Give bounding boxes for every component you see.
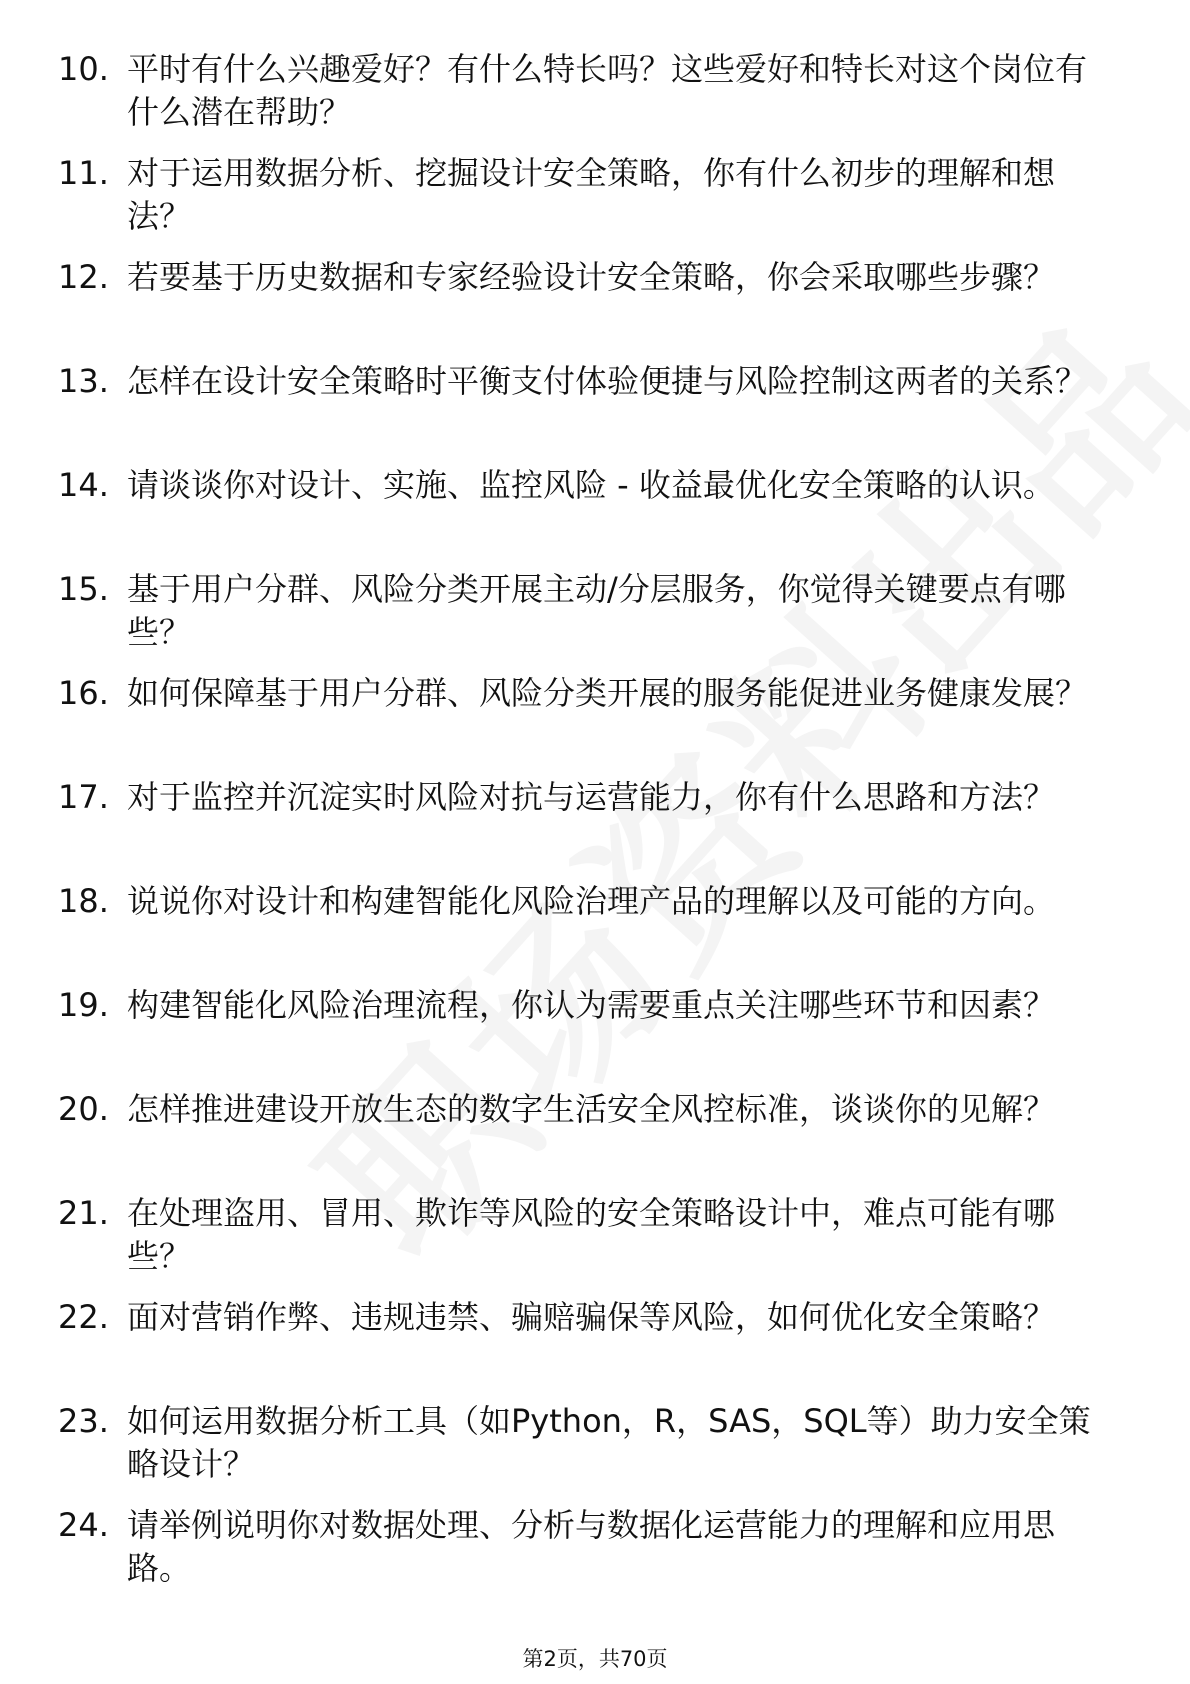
question-number: 11. (58, 154, 109, 192)
question-item (0, 152, 1190, 256)
question-number: 24. (58, 1506, 109, 1544)
question-text: 若要基于历史数据和专家经验设计安全策略，你会采取哪些步骤？ (127, 258, 1056, 296)
question-number: 22. (58, 1298, 109, 1336)
question-item (0, 464, 1190, 568)
question-text: 说说你对设计和构建智能化风险治理产品的理解以及可能的方向。 (127, 882, 1056, 920)
question-number: 21. (58, 1194, 109, 1232)
page-footer: 第2页，共70页 (522, 1647, 668, 1671)
question-number: 15. (58, 570, 109, 608)
question-list (0, 48, 1190, 1608)
question-item (0, 360, 1190, 464)
question-number: 10. (58, 50, 109, 88)
question-text: 基于用户分群、风险分类开展主动/分层服务，你觉得关键要点有哪些？ (127, 570, 1066, 651)
question-item (0, 1400, 1190, 1504)
question-item (0, 672, 1190, 776)
question-item (0, 984, 1190, 1088)
question-number: 17. (58, 778, 109, 816)
question-item (0, 1192, 1190, 1296)
question-text: 面对营销作弊、违规违禁、骗赔骗保等风险，如何优化安全策略？ (127, 1298, 1056, 1336)
question-text: 对于监控并沉淀实时风险对抗与运营能力，你有什么思路和方法？ (127, 778, 1056, 816)
question-number: 23. (58, 1402, 109, 1440)
question-item (0, 1296, 1190, 1400)
question-number: 16. (58, 674, 109, 712)
question-item (0, 256, 1190, 360)
question-text: 构建智能化风险治理流程，你认为需要重点关注哪些环节和因素？ (127, 986, 1056, 1024)
question-number: 13. (58, 362, 109, 400)
question-text: 请举例说明你对数据处理、分析与数据化运营能力的理解和应用思路。 (127, 1506, 1056, 1587)
question-item (0, 1504, 1190, 1608)
question-number: 19. (58, 986, 109, 1024)
question-item (0, 568, 1190, 672)
question-item (0, 776, 1190, 880)
question-text: 怎样推进建设开放生态的数字生活安全风控标准，谈谈你的见解？ (127, 1090, 1056, 1128)
question-text: 如何运用数据分析工具（如Python，R，SAS，SQL等）助力安全策略设计？ (127, 1402, 1091, 1483)
question-number: 14. (58, 466, 109, 504)
question-item (0, 880, 1190, 984)
question-text: 对于运用数据分析、挖掘设计安全策略，你有什么初步的理解和想法？ (127, 154, 1056, 235)
question-number: 20. (58, 1090, 109, 1128)
question-number: 12. (58, 258, 109, 296)
question-item (0, 1088, 1190, 1192)
question-text: 在处理盗用、冒用、欺诈等风险的安全策略设计中，难点可能有哪些？ (127, 1194, 1056, 1275)
question-text: 如何保障基于用户分群、风险分类开展的服务能促进业务健康发展？ (127, 674, 1088, 712)
question-text: 平时有什么兴趣爱好？有什么特长吗？这些爱好和特长对这个岗位有什么潜在帮助？ (127, 50, 1088, 131)
question-number: 18. (58, 882, 109, 920)
question-text: 怎样在设计安全策略时平衡支付体验便捷与风险控制这两者的关系？ (127, 362, 1088, 400)
question-text: 请谈谈你对设计、实施、监控风险 - 收益最优化安全策略的认识。 (127, 466, 1055, 504)
question-item (0, 48, 1190, 152)
